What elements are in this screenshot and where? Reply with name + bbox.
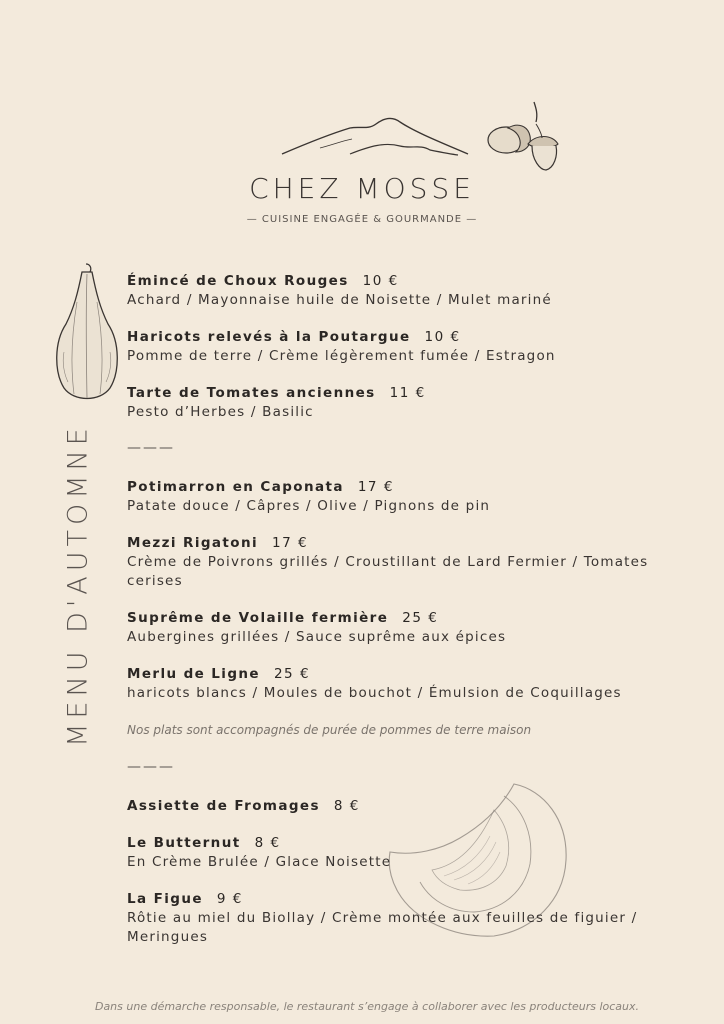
dish-price: 10 €	[362, 273, 399, 289]
dish-price: 9 €	[216, 891, 243, 907]
dish-item	[127, 890, 707, 947]
dish-description: Achard / Mayonnaise huile de Noisette / Mulet mariné	[127, 292, 552, 308]
dish-description: Pomme de terre / Crème légèrement fumée / Estragon	[127, 348, 556, 364]
dish-description: Rôtie au miel du Biollay / Crème montée aux feuilles de figuier / Meringues	[127, 910, 638, 945]
dish-item	[127, 665, 707, 703]
dish-price: 11 €	[389, 385, 426, 401]
dish-name: Assiette de Fromages	[127, 798, 320, 814]
dish-name: Le Butternut	[127, 835, 241, 851]
mountain-icon	[280, 114, 470, 158]
dish-item	[127, 328, 707, 366]
restaurant-title: CHEZ MOSSE	[249, 172, 475, 205]
dish-description: haricots blancs / Moules de bouchot / Émulsion de Coquillages	[127, 685, 622, 701]
butternut-squash-icon	[52, 262, 122, 404]
dish-name: Mezzi Rigatoni	[127, 535, 258, 551]
dish-price: 10 €	[424, 329, 461, 345]
dish-name: Merlu de Ligne	[127, 666, 260, 682]
dish-price: 8 €	[254, 835, 281, 851]
acorn-icon	[484, 100, 566, 174]
plats-note: Nos plats sont accompagnés de purée de pommes de terre maison	[127, 723, 532, 737]
tagline: — CUISINE ENGAGÉE & GOURMANDE —	[246, 214, 478, 225]
dish-item	[127, 534, 707, 591]
dish-price: 17 €	[272, 535, 309, 551]
dish-price: 25 €	[273, 666, 311, 682]
footer-note: Dans une démarche responsable, le restaurant s’engage à collaborer avec les producteurs locaux.	[94, 1000, 640, 1013]
dish-name: La Figue	[127, 891, 203, 907]
section-separator: ———	[127, 440, 175, 456]
dish-description: Patate douce / Câpres / Olive / Pignons de pin	[127, 498, 491, 514]
dish-item	[127, 797, 707, 816]
dish-name: Émincé de Choux Rouges	[127, 273, 349, 289]
dish-price: 8 €	[333, 798, 360, 814]
dish-name: Tarte de Tomates anciennes	[127, 385, 376, 401]
dish-price: 25 €	[402, 610, 439, 626]
section-separator: ———	[127, 759, 175, 775]
dish-item	[127, 384, 707, 422]
dish-item	[127, 834, 707, 872]
dish-description: Crème de Poivrons grillés / Croustillant de Lard Fermier / Tomates cerises	[127, 554, 649, 589]
dish-item	[127, 272, 707, 310]
menu-list	[127, 272, 707, 965]
dish-item	[127, 478, 707, 516]
dish-description: Aubergines grillées / Sauce suprême aux épices	[127, 629, 507, 645]
dish-item	[127, 609, 707, 647]
dish-description: Pesto d’Herbes / Basilic	[127, 404, 314, 420]
dish-description: En Crème Brulée / Glace Noisette	[127, 854, 392, 870]
dish-name: Potimarron en Caponata	[127, 479, 344, 495]
menu-vertical-title: MENU D'AUTOMNE	[62, 423, 94, 747]
dish-price: 17 €	[357, 479, 394, 495]
dish-name: Suprême de Volaille fermière	[127, 610, 389, 626]
dish-name: Haricots relevés à la Poutargue	[127, 329, 411, 345]
